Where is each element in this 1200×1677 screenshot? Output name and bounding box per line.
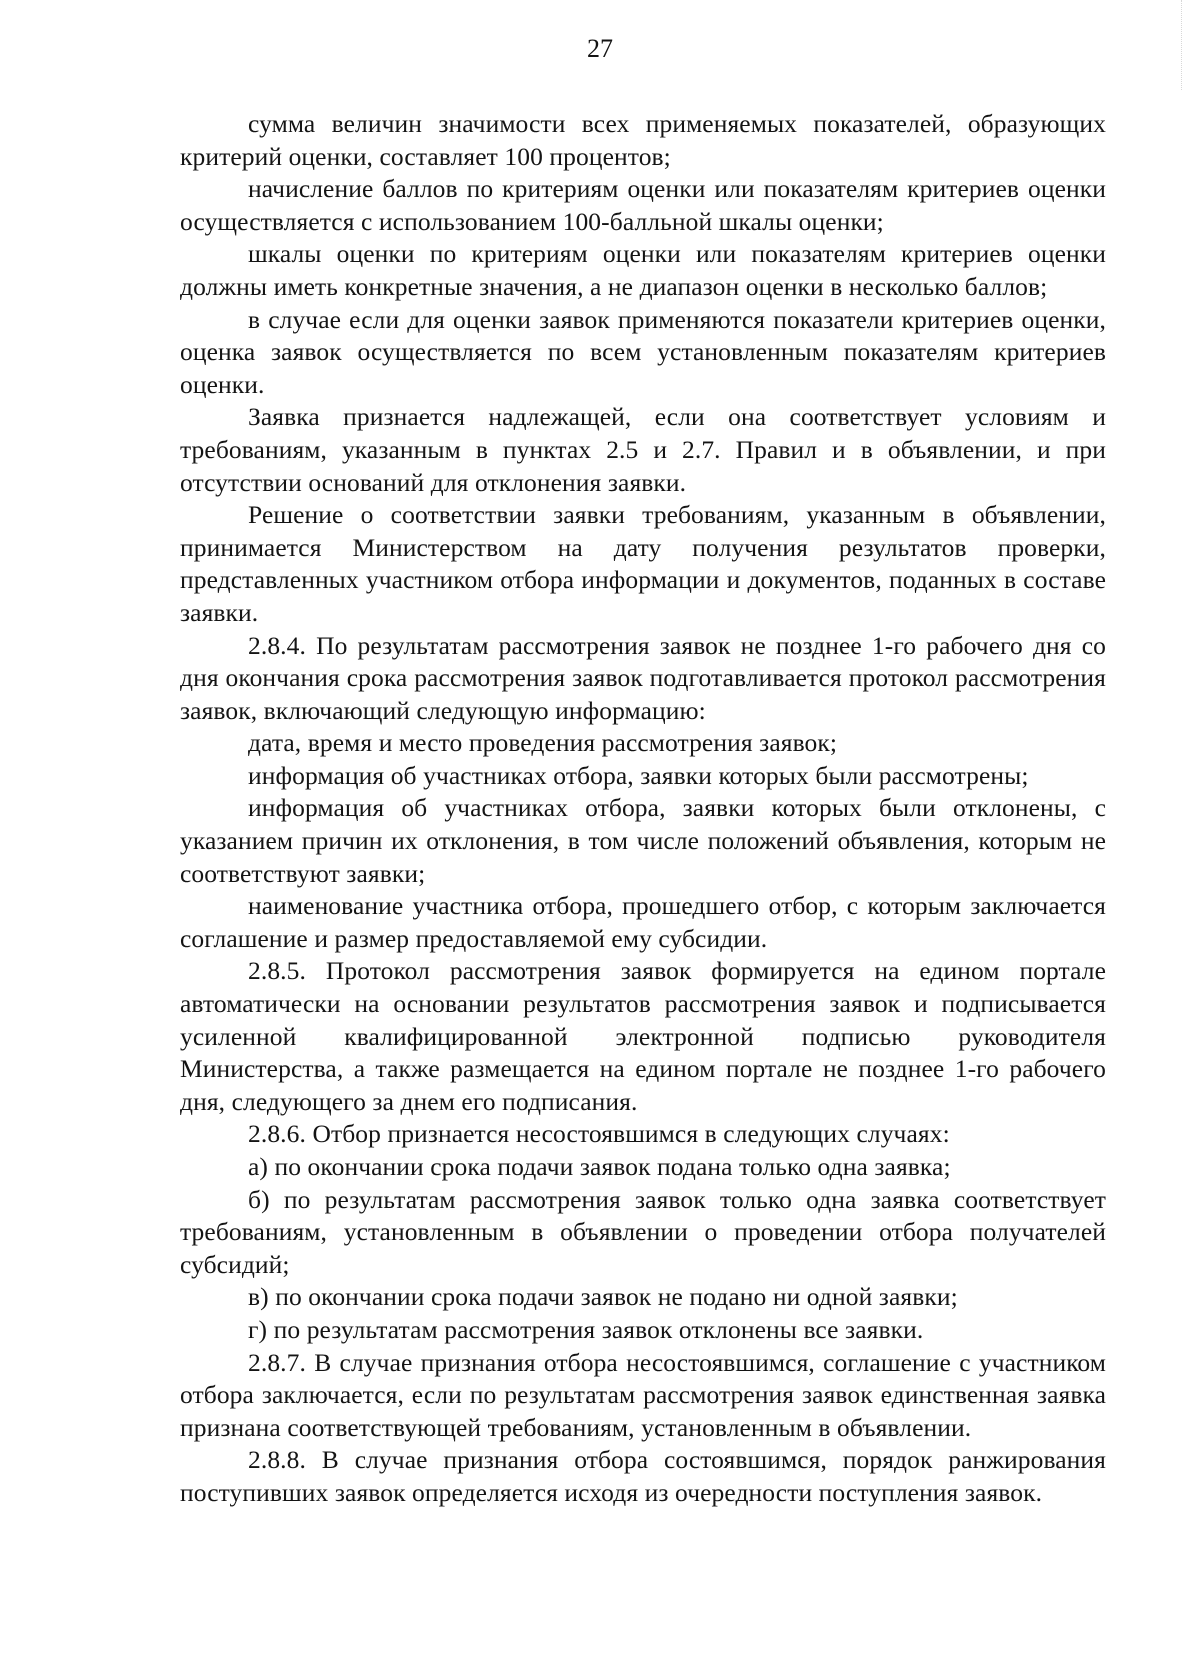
list-item-reviewed-participants: информация об участниках отбора, заявки которых были рассмотрены;: [248, 760, 1029, 790]
paragraph-application-proper: Заявка признается надлежащей, если она соответствует условиям и требованиям, указанным в пунктах 2.5 и 2.7. Правил и в объявлении, и при отсутствии оснований для отклонения заявки.: [180, 402, 1106, 497]
paragraph-2-8-4: 2.8.4. По результатам рассмотрения заявок не позднее 1-го рабочего дня со дня окончания срока рассмотрения заявок подготавливается протокол рассмотрения заявок, включающий следующую информацию:: [180, 630, 1106, 725]
list-item-g: г) по результатам рассмотрения заявок отклонены все заявки.: [248, 1314, 924, 1344]
page-number: 27: [587, 34, 613, 63]
paragraph-compliance-decision: Решение о соответствии заявки требованиям, указанным в объявлении, принимается Министерством на дату получения результатов проверки, представленных участником отбора информации и документов, поданных в составе заявки.: [180, 500, 1106, 627]
list-item-b: б) по результатам рассмотрения заявок только одна заявка соответствует требованиям, установленным в объявлении о проведении отбора получателей субсидий;: [180, 1184, 1106, 1279]
list-item-winner-name: наименование участника отбора, прошедшего отбор, с которым заключается соглашение и размер предоставляемой ему субсидии.: [180, 891, 1106, 953]
paragraph-2-8-6: 2.8.6. Отбор признается несостоявшимся в следующих случаях:: [248, 1119, 950, 1149]
paragraph-scale-values: шкалы оценки по критериям оценки или показателям критериев оценки должны иметь конкретные значения, а не диапазон оценки в несколько баллов;: [180, 239, 1106, 301]
list-item-rejected-participants: информация об участниках отбора, заявки которых были отклонены, с указанием причин их отклонения, в том числе положений объявления, которым не соответствуют заявки;: [180, 793, 1106, 888]
paragraph-2-8-8: 2.8.8. В случае признания отбора состоявшимся, порядок ранжирования поступивших заявок определяется исходя из очередности поступления заявок.: [180, 1445, 1106, 1507]
document-body: [180, 108, 1106, 1510]
list-item-date-time-place: дата, время и место проведения рассмотрения заявок;: [248, 728, 838, 758]
list-item-v: в) по окончании срока подачи заявок не подано ни одной заявки;: [248, 1282, 958, 1312]
paragraph-criteria-sum: сумма величин значимости всех применяемых показателей, образующих критерий оценки, составляет 100 процентов;: [180, 109, 1106, 171]
paragraph-2-8-7: 2.8.7. В случае признания отбора несостоявшимся, соглашение с участником отбора заключается, если по результатам рассмотрения заявок единственная заявка признана соответствующей требованиям, установленным в объявлении.: [180, 1347, 1106, 1442]
paragraph-scoring-scale: начисление баллов по критериям оценки или показателям критериев оценки осуществляется с использованием 100-балльной шкалы оценки;: [180, 174, 1106, 236]
paragraph-2-8-5: 2.8.5. Протокол рассмотрения заявок формируется на едином портале автоматически на основании результатов рассмотрения заявок и подписывается усиленной квалифицированной электронной подписью руководителя Министерства, а также размещается на едином портале не позднее 1-го рабочего дня, следующего за днем его подписания.: [180, 956, 1106, 1116]
paragraph-indicator-evaluation: в случае если для оценки заявок применяются показатели критериев оценки, оценка заявок осуществляется по всем установленным показателям критериев оценки.: [180, 304, 1106, 399]
list-item-a: а) по окончании срока подачи заявок подана только одна заявка;: [248, 1152, 951, 1181]
